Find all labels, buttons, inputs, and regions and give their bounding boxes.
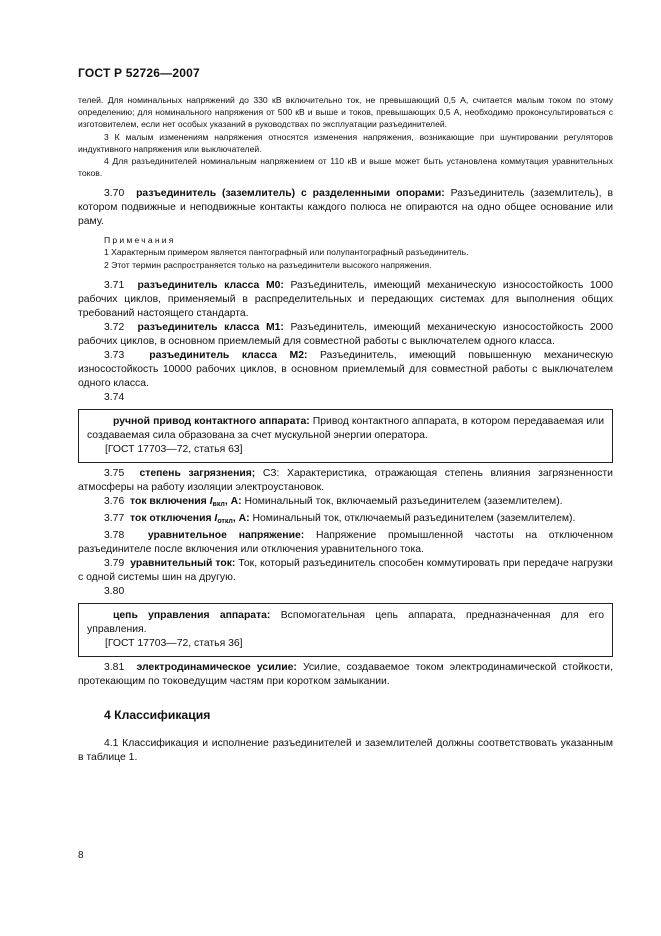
term-number: 3.71 — [104, 279, 125, 291]
term-definition: Вспомогательная цепь аппарата, предназначенная для его управления. — [87, 609, 604, 635]
term-symbol-subscript: вкл — [212, 500, 225, 508]
note-item: 2 Этот термин распространяется только на разъединители высокого напряжения. — [104, 259, 432, 270]
term-number: 3.75 — [104, 467, 125, 479]
term-definition: СЗ: Характеристика, отражающая степень влияния загрязненности атмосферы на работу изоляции электроустановок. — [78, 467, 613, 493]
term-definition: Усилие, создаваемое током электродинамической стойкости, протекающим по токоведущим частям при коротком замыкании. — [78, 661, 613, 687]
term-number: 3.79 — [104, 557, 125, 569]
term-name: ручной привод контактного аппарата: — [113, 415, 310, 427]
page-content — [78, 94, 613, 765]
term-3-80-number: 3.80 — [104, 585, 125, 597]
term-definition: Номинальный ток, включаемый разъединителем (заземлителем). — [241, 495, 563, 507]
term-3-75 — [78, 467, 613, 495]
term-unit: , А: — [232, 512, 250, 524]
term-3-72 — [78, 321, 613, 349]
term-3-70 — [78, 187, 613, 229]
note-3: 3 К малым изменениям напряжения относятся изменения напряжения, возникающие при шунтировании регуляторов индуктивного напряжения или выключателей. — [78, 131, 613, 154]
document-header: ГОСТ Р 52726—2007 — [78, 66, 200, 80]
page-number: 8 — [78, 850, 84, 861]
term-3-79 — [78, 557, 613, 585]
term-3-74-box — [78, 409, 613, 463]
term-reference: [ГОСТ 17703—72, статья 36] — [105, 637, 243, 649]
term-symbol-subscript: откл — [217, 517, 233, 525]
term-name: ток отключения — [130, 512, 215, 524]
term-name: степень загрязнения; — [139, 467, 256, 479]
term-definition: Разъединитель (заземлитель), в котором подвижные и неподвижные контакты каждого полюса не опираются на одно общее основание или раму. — [78, 188, 613, 228]
section-paragraph: 4.1 Классификация и исполнение разъединителей и заземлителей должны соответствовать указанным в таблице 1. — [78, 737, 613, 763]
term-definition: Разъединитель, имеющий механическую износостойкость 2000 рабочих циклов, в основном приемлемый для совместной работы с выключателем одного класса. — [78, 321, 613, 347]
term-name: ток включения — [130, 495, 210, 507]
term-symbol: I — [209, 495, 213, 507]
term-definition: Номинальный ток, отключаемый разъединителем (заземлителем). — [249, 512, 576, 524]
note-4: 4 Для разъединителей номинальным напряжением от 110 кВ и выше может быть установлена коммутация уравнительных токов. — [78, 156, 613, 179]
term-symbol: I — [214, 512, 218, 524]
term-name: уравнительный ток: — [130, 557, 236, 569]
term-name: разъединитель класса М1: — [137, 321, 284, 333]
term-number: 3.70 — [104, 188, 125, 200]
term-number: 3.78 — [104, 529, 125, 541]
term-reference: [ГОСТ 17703—72, статья 63] — [105, 443, 243, 455]
term-number: 3.77 — [104, 512, 125, 524]
term-3-80 — [87, 609, 604, 637]
term-number: 3.72 — [104, 321, 125, 333]
term-definition: Напряжение промышленной частоты на отключенном разъединителе после включения или отключения уравнительного тока. — [78, 529, 613, 555]
note-item: 1 Характерным примером является пантографный или полупантографный разъединитель. — [104, 247, 469, 258]
term-3-76 — [78, 495, 613, 512]
term-number: 3.73 — [104, 349, 125, 361]
term-3-77 — [78, 512, 613, 529]
term-unit: , А: — [224, 495, 242, 507]
term-name: разъединитель класса М2: — [149, 349, 308, 361]
term-3-81 — [78, 661, 613, 689]
term-name: цепь управления аппарата: — [113, 609, 271, 621]
term-3-74 — [87, 415, 604, 443]
term-definition: Ток, который разъединитель способен коммутировать при передаче нагрузки с одной системы шин на другую. — [78, 557, 613, 583]
term-definition: Привод контактного аппарата, в котором передаваемая или создаваемая сила образована за счет мускульной энергии оператора. — [87, 415, 604, 441]
term-definition: Разъединитель, имеющий повышенную механическую износостойкость 10000 рабочих циклов, в основном приемлемый для совместной работы с выключателем одного класса. — [78, 349, 613, 389]
term-3-73 — [78, 349, 613, 391]
term-definition: Разъединитель, имеющий механическую износостойкость 1000 рабочих циклов, применяемый в распределительных и передающих системах для выполнения общих требований настоящего стандарта. — [78, 279, 613, 319]
term-name: уравнительное напряжение: — [147, 529, 305, 541]
term-name: разъединитель класса М0: — [137, 279, 284, 291]
term-number: 3.76 — [104, 495, 125, 507]
term-3-74-number: 3.74 — [104, 391, 125, 403]
section-title: 4 Классификация — [104, 707, 211, 722]
term-3-78 — [78, 529, 613, 557]
notes-title: Примечания — [104, 235, 176, 246]
term-name: электродинамическое усилие: — [136, 661, 297, 673]
term-3-71 — [78, 279, 613, 321]
term-name: разъединитель (заземлитель) с разделенными опорами: — [136, 188, 445, 200]
note-continuation: телей. Для номинальных напряжений до 330 кВ включительно ток, не превышающий 0,5 А, считается малым током по этому определению; для номинального напряжения от 500 кВ и выше и токов, превышающих 0,5 А, необходимо проконсультироваться с изготовителем, если нет особых указаний в руководствах по эксплуатации разъединителей. — [78, 95, 613, 130]
term-3-80-box — [78, 603, 613, 657]
term-number: 3.81 — [104, 661, 125, 673]
